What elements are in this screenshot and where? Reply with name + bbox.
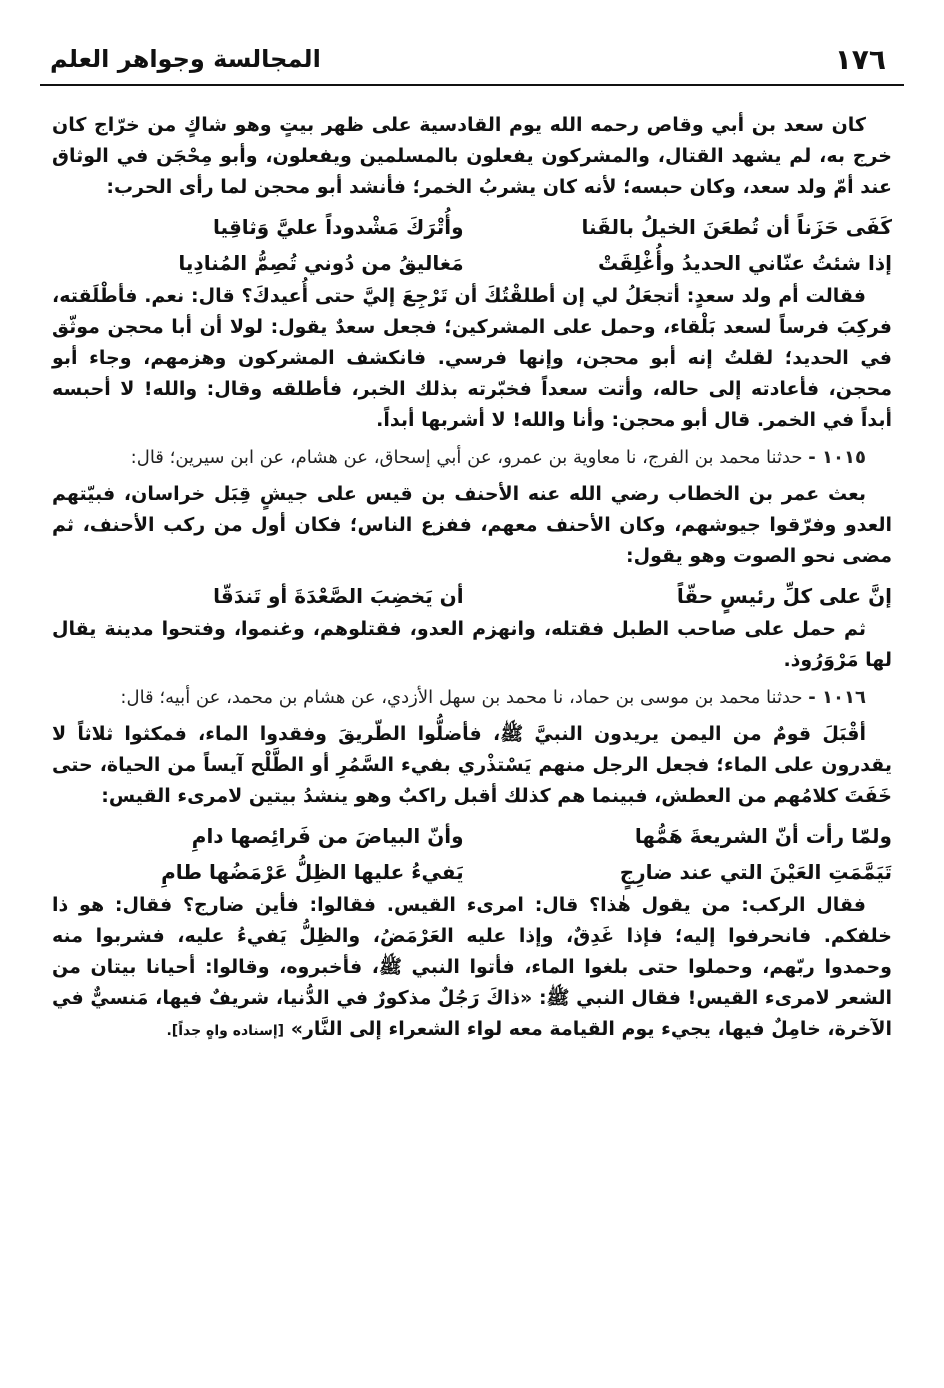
verse-hemistich: وأنّ البياضَ من فَرائِصها دامِ — [191, 824, 464, 848]
verse-hemistich: تَيَمَّمَتِ العَيْنَ التي عند ضارِجٍ — [619, 860, 892, 884]
page-header — [40, 34, 904, 86]
paragraph-ahnaf: بعث عمر بن الخطاب رضي الله عنه الأحنف بن قيس على جيشٍ قِبَل خراسان، فبيّتهم العدو وفرّقوا جيوشهم، وكان الأحنف معهم، ففزع الناس؛ فكان أول من ركب الأحنف، ثم مضى نحو الصوت وهو يقول: — [52, 483, 892, 567]
isnad-1015 — [52, 442, 892, 473]
verse-hemistich: إنَّ على كلِّ رئيسٍ حقّاً — [676, 584, 892, 608]
paragraph-imru-al-qais — [52, 890, 892, 1047]
paragraph-yemen-people: أقْبَلَ قومٌ من اليمن يريدون النبيَّ ﷺ، فأضلُّوا الطّريقَ وفقدوا الماء، فمكثوا ثلاثاً لا يقدرون على الماء؛ فجعل الرجل منهم يَسْتذْري بفيء السَّمُرِ أو الطَّلْح آيساً من الحياة، حتى خَفَتَ كلامُهم من العطش، فبينما هم كذلك أقبل راكبٌ وهو ينشدُ بيتين لامرىء القيس: — [52, 723, 892, 807]
verse-hemistich: مَغاليقُ من دُوني تُصِمُّ المُنادِيا — [178, 251, 464, 275]
verse-hemistich: كَفَى حَزَناً أن تُطعَنَ الخيلُ بالقَنا — [581, 215, 892, 239]
running-title: المجالسة وجواهر العلم — [50, 45, 321, 73]
verse-line-2 — [52, 245, 892, 281]
verse-line-4 — [52, 818, 892, 854]
paragraph-text: فقال الركب: من يقول هٰذا؟ قال: امرىء القيس. فقالوا: فأين ضارج؟ فقال: هو ذا خلفكم. فانحرفوا إليه؛ فإذا غَدِقٌ، وإذا عليه العَرْمَضُ، والظِلُّ يَفيءُ عليه، فشربوا منه وحمدوا ربّهم، وحملوا حتى بلغوا الماء، فأتوا النبي ﷺ، فأخبروه، وقالوا: أحيانا بيتان من الشعر لامرىء القيس! فقال النبي ﷺ: «ذاكَ رَجُلٌ مذكورٌ في الدُّنيا، شريفٌ فيها، مَنسيٌّ في الآخرة، خامِلٌ فيها، يجيء يوم القيامة معه لواء الشعراء إلى النَّار» — [52, 894, 892, 1040]
page-number: ١٧٦ — [834, 42, 886, 76]
isnad-1016 — [52, 682, 892, 713]
paragraph-marwarudh: ثم حمل على صاحب الطبل فقتله، وانهزم العدو، فقتلوهم، وغنموا، وفتحوا مدينة يقال لها مَرْوَرُوذ. — [52, 618, 892, 671]
verse-line-1 — [52, 209, 892, 245]
report-number: ١٠١٥ - — [808, 447, 866, 468]
isnad-text: حدثنا محمد بن الفرج، نا معاوية بن عمرو، عن أبي إسحاق، عن هشام، عن ابن سيرين؛ قال: — [130, 447, 803, 468]
verse-hemistich: ولمّا رأت أنّ الشريعةَ هَمُّها — [634, 824, 892, 848]
verse-line-3 — [52, 578, 892, 614]
verse-hemistich: أن يَخضِبَ الصَّعْدَةَ أو تَندَقّا — [213, 584, 464, 608]
verse-hemistich: يَفيءُ عليها الظِلُّ عَرْمَضُها طامِ — [161, 860, 464, 884]
report-number: ١٠١٦ - — [808, 687, 866, 708]
isnad-text: حدثنا محمد بن موسى بن حماد، نا محمد بن سهل الأزدي، عن هشام بن محمد، عن أبيه؛ قال: — [120, 687, 803, 708]
paragraph-umm-walad: فقالت أم ولد سعدٍ: أتجعَلُ لي إن أطلقْتُكَ أن تَرْجِعَ إليَّ حتى أُعيدكَ؟ قال: نعم. فأطْلَقته، فركِبَ فرساً لسعد بَلْقاء، وحمل على المشركين؛ فجعل سعدٌ يقول: لولا أن أبا محجن موثّق في الحديد؛ لقلتُ إنه أبو محجن، وإنها فرسي. فانكشف المشركون وهزمهم، وجاء أبو محجن، فأعادته إلى حاله، وأتت سعداً فخبّرته بذلك الخبر، فأطلقه وقال: والله! لا أحبسه أبداً في الخمر. قال أبو محجن: وأنا والله! لا أشربها أبداً. — [52, 285, 892, 431]
verse-line-5 — [52, 854, 892, 890]
page-body — [52, 110, 892, 1053]
isnad-grade-note: [إسناده واهٍ جداً]. — [166, 1023, 285, 1039]
verse-hemistich: وأُتْرَكَ مَشْدوداً عليَّ وَثاقِيا — [213, 215, 464, 239]
paragraph-saad-story: كان سعد بن أبي وقاص رحمه الله يوم القادسية على ظهر بيتٍ وهو شاكٍ من خرّاج كان خرج به، لم يشهد القتال، والمشركون يفعلون بالمسلمين ويفعلون، وأبو مِحْجَن في الوثاق عند أمّ ولد سعد، وكان حبسه؛ لأنه كان يشربُ الخمر؛ فأنشد أبو محجن لما رأى الحرب: — [52, 114, 892, 198]
verse-hemistich: إذا شئتُ عنّاني الحديدُ وأُغْلِقَتْ — [598, 251, 892, 275]
